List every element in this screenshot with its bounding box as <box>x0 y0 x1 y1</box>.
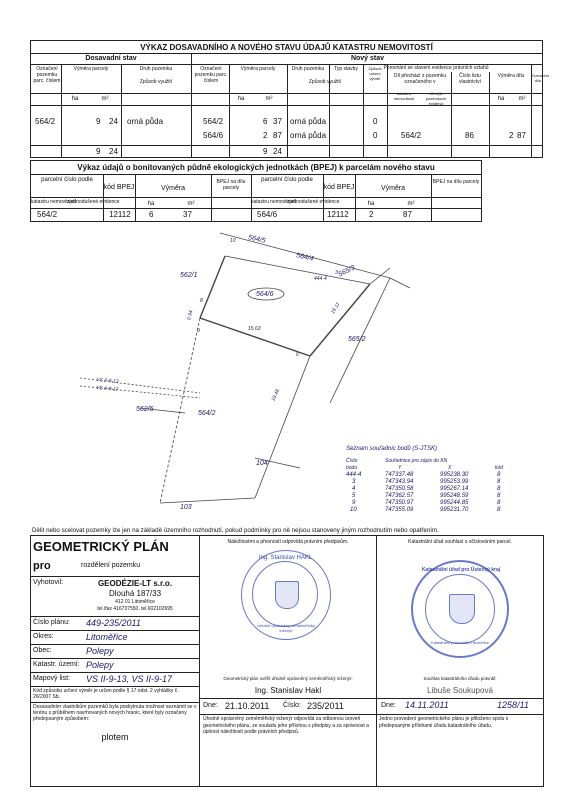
gp-cislo2-label: Číslo: <box>283 702 301 709</box>
hakl-stamp <box>241 550 331 640</box>
map-label-103: 103 <box>180 504 192 511</box>
gp-firma: GEODÉZIE-LT s.r.o. <box>97 579 173 588</box>
katastr-stamp <box>411 560 509 658</box>
old-parc: 564/2 <box>35 117 56 126</box>
gp-okres: Litoměřice <box>86 632 128 642</box>
coord-k-4: 8 <box>497 493 501 499</box>
gp-plotem: plotem <box>101 732 129 742</box>
map-label-564-5: 564/5 <box>247 234 267 245</box>
gp-katastr-text: Jedno provedení geometrického plánu je přiloženo spolu s předepsanými přílohami úřadu katastrálního úřadu. <box>379 716 509 729</box>
gp-form <box>30 535 544 787</box>
gp-obec-label: Obec: <box>33 647 52 654</box>
new-m2-h: m² <box>265 96 273 102</box>
bpej-m2-h-2: m² <box>407 201 415 207</box>
coord-c-6: 10 <box>350 507 357 513</box>
h-katastru: katastru nemovitostí <box>393 91 415 101</box>
new-ha-h: ha <box>237 96 245 102</box>
map-label-562-5: 562/5 <box>136 406 154 413</box>
seznam-title: Seznam souřadnic bodů (S-JTSK) <box>346 446 438 452</box>
coord-x-4: 995248.59 <box>440 493 469 499</box>
sum-new-ha: 9 <box>263 147 268 156</box>
map-dist-1611: 16.11 <box>330 301 342 316</box>
map-dist-3: 3 <box>335 270 338 276</box>
bpej-h-dilu-1: BPEJ na dílu parcely <box>216 179 246 191</box>
bpej-h-kod-1: kód BPEJ <box>103 184 135 191</box>
coord-c-5: 9 <box>352 500 356 506</box>
gp-okres-label: Okres: <box>33 633 54 640</box>
map-label-565-3: 565/3 <box>337 264 357 279</box>
old-zpusob: Způsob využití <box>139 79 173 85</box>
coord-y-6: 747355.09 <box>385 507 414 513</box>
porov-lv: 86 <box>465 131 474 140</box>
gp-cj: 1258/11 <box>497 700 529 710</box>
old-ha-h: ha <box>71 96 79 102</box>
bpej-kod-1: 12112 <box>109 210 131 219</box>
coord-x-2: 995253.99 <box>440 479 469 485</box>
bpej-h-kat-1: katastru nemovitostí <box>31 199 76 205</box>
map-label-564-4: 564/4 <box>295 252 315 263</box>
map-dist-094: 0.94 <box>186 309 195 321</box>
zpusob-urceni: Způsob určení výměr <box>368 66 382 81</box>
coord-k-5: 8 <box>497 500 501 506</box>
bpej-h-vym-2: Výměra <box>380 185 406 192</box>
new-parc-2: 564/6 <box>203 131 224 140</box>
gp-dne2: 14.11.2011 <box>405 700 449 710</box>
coord-y-3: 747350.58 <box>385 486 414 492</box>
gp-vyhotovil-label: Vyhotovil: <box>33 579 64 586</box>
porov-vha: 2 <box>509 131 514 140</box>
map-dist-8: 8 <box>200 298 203 304</box>
new-m2-2: 87 <box>273 131 282 140</box>
new-typ: Typ stavby <box>334 66 358 72</box>
gp-cislo2: 235/2011 <box>307 701 344 711</box>
vykaz-table <box>30 40 550 158</box>
novy-heading: Nový stav <box>350 55 385 62</box>
map-dist-1848: 18.48 <box>270 388 282 403</box>
gp-katastr-hdr: Katastrální úřad souhlasí s očíslováním parcel. <box>408 539 512 545</box>
old-m2: 24 <box>109 117 118 126</box>
stamp2-sub: Katastrální pracoviště Litoměřice <box>430 640 490 645</box>
new-oznaceni: Označení pozemku parc. číslem <box>194 66 228 84</box>
new-vymera: Výměra parcely <box>240 66 276 72</box>
gp-souhlas-jmeno: Libuše Soukupová <box>427 686 493 695</box>
coord-x-5: 995244.85 <box>440 500 469 506</box>
dil-m2-h: m² <box>518 96 526 102</box>
coord-x-1: 995238.30 <box>440 472 469 478</box>
gp-ku: Polepy <box>86 660 114 670</box>
bpej-h-kod-2: kód BPEJ <box>323 184 355 191</box>
map-dist-6: 6 <box>296 352 299 358</box>
bpej-h-jed-1: zjednodušené evidence <box>67 199 120 205</box>
map-dist-1563: 15.63 <box>248 326 261 332</box>
oznaceni-dilu: Označení dílu <box>532 73 550 83</box>
gp-mapovy: VS II-9-13, VS II-9-17 <box>86 674 173 684</box>
vymera-dilu: Výměra dílu <box>497 73 525 79</box>
map-vs1: VS II-9-13 <box>95 377 119 385</box>
coord-x-6: 995231.70 <box>440 507 469 513</box>
new-druh-2: orná půda <box>290 131 327 140</box>
new-ha-2: 2 <box>263 131 268 140</box>
old-oznaceni: Označení pozemku parc. číslem <box>33 66 61 84</box>
coord-y-5: 747350.97 <box>385 500 414 506</box>
old-druh: Druh pozemku <box>139 66 173 72</box>
coord-k-2: 8 <box>497 479 501 485</box>
map-label-565-2: 565/2 <box>348 336 366 343</box>
dosavadni-heading: Dosavadní stav <box>85 55 137 62</box>
division-note: Dělit nebo scelovat pozemky lze jen na základě územního rozhodnutí, pokud podmínky pro ně nejsou stanoveny jiným rozhodnutím nebo opatřením. <box>32 527 439 534</box>
bpej-h-jed-2: zjednodušené evidence <box>287 199 340 205</box>
vykaz-title: VÝKAZ DOSAVADNÍHO A NOVÉHO STAVU ÚDAJŮ KATASTRU NEMOVITOSTÍ <box>140 43 433 52</box>
old-vymera: Výměra parcely <box>73 66 109 72</box>
gp-overil-hdr: Náležitostmi a přesností odpovídá právním předpisům. <box>227 539 349 545</box>
dil-prechazi: Díl přechází z pozemku označeného v <box>393 73 447 85</box>
bpej-h-parc-1: parcelní číslo podle <box>41 177 93 183</box>
coord-c-2: 3 <box>352 479 356 485</box>
gp-dne2-label: Dne: <box>381 702 396 709</box>
bpej-h-vym-1: Výměra <box>160 185 186 192</box>
bpej-h-dilu-2: BPEJ na dílu parcely <box>432 179 480 185</box>
bpej-m2-1: 37 <box>183 210 192 219</box>
bpej-kod-2: 12112 <box>327 210 349 219</box>
map-label-564-6: 564/6 <box>256 291 274 298</box>
gp-dne-label: Dne: <box>203 702 218 709</box>
gp-vlastnik-text: Dosavadním vlastníkům pozemků byla poskytnuta možnost seznámit se v terénu s průběhem navrhovaných nových hranic, které byly označeny předepsaným způsobem: <box>33 704 197 722</box>
gp-overil-role: Geometrický plán ověřil úředně oprávněný zeměměřický inženýr: <box>223 676 353 681</box>
gp-mesto: 412 01 Litoměřice <box>115 599 155 605</box>
cislo-lv: Číslo listu vlastnictví <box>459 73 481 85</box>
sum-new-m2: 24 <box>273 147 282 156</box>
gp-overeni-text: Úředně oprávněný zeměměřický inženýr odpovídá za odbornou úroveň geometrického plánu, ze souladu jeho přílohou s předpisy a za správnost a úplnost náležitostí podle právních předpisů. <box>203 716 369 735</box>
seznam-h-kod: kód <box>495 465 504 471</box>
coord-y-1: 747337.48 <box>385 472 414 478</box>
gp-obec: Polepy <box>86 646 114 656</box>
gp-inzenyr: Ing. Stanislav Hakl <box>254 686 322 695</box>
bpej-parc-2: 564/6 <box>257 210 278 219</box>
coord-c-1: 444-4 <box>346 472 362 478</box>
coord-c-4: 5 <box>352 493 356 499</box>
new-druh-1: orná půda <box>290 117 327 126</box>
bpej-ha-h-1: ha <box>147 201 155 207</box>
bpej-h-parc-2: parcelní číslo podle <box>261 177 313 183</box>
seznam-h-souradnice: Souřadnice pro zápis do KN <box>385 458 448 464</box>
old-druh: orná půda <box>127 117 164 126</box>
gp-ku-label: Katastr. území: <box>33 661 80 668</box>
new-parc-1: 564/2 <box>203 117 224 126</box>
gp-title: GEOMETRICKÝ PLÁN <box>33 539 169 554</box>
map-label-564-2: 564/2 <box>198 410 216 417</box>
gp-souhlas: Souhlas katastrálního úřadu potvrdil: <box>423 676 497 681</box>
gp-urceni-text: Kód způsobu určení výměr je určen podle § 17 odst. 2 vyhlášky č. 26/2007 Sb. <box>33 688 179 700</box>
new-m2-1: 37 <box>273 117 282 126</box>
new-urc-1: 0 <box>373 117 378 126</box>
coord-k-6: 8 <box>497 507 501 513</box>
bpej-ha-1: 6 <box>149 210 154 219</box>
bpej-ha-2: 2 <box>369 210 374 219</box>
map-label-104: 104 <box>256 460 268 467</box>
coord-x-3: 995267.14 <box>440 486 469 492</box>
coord-k-1: 8 <box>497 472 501 478</box>
seznam-h-cislo: Číslo bodu <box>346 458 358 471</box>
gp-dne: 21.10.2011 <box>225 701 270 711</box>
stamp1-role: Úředně oprávněný zeměměřický inženýr <box>257 623 315 633</box>
porov-kat: 564/2 <box>401 131 422 140</box>
stamp1-name: Ing. Stanislav HAKL <box>258 555 313 561</box>
new-ha-1: 6 <box>263 117 268 126</box>
gp-cislo: 449-235/2011 <box>86 618 141 628</box>
gp-pro: pro <box>33 560 51 572</box>
stamp2-name: Katastrální úřad pro Ústecký kraj <box>421 567 501 573</box>
coord-k-3: 8 <box>497 486 501 492</box>
coord-c-3: 4 <box>352 486 356 492</box>
map-dist-444: 444·4 <box>314 276 327 282</box>
coord-y-4: 747362.57 <box>385 493 414 499</box>
sum-old-ha: 9 <box>96 147 101 156</box>
bpej-h-kat-2: katastru nemovitostí <box>251 199 296 205</box>
gp-ulice: Dlouhá 187/33 <box>108 589 162 598</box>
dil-ha-h: ha <box>497 96 505 102</box>
czech-lion-emblem <box>275 581 299 609</box>
porov-vm: 87 <box>517 131 526 140</box>
bpej-ha-h-2: ha <box>367 201 375 207</box>
map-vs2: VS II-9-17 <box>95 385 119 393</box>
gp-cislo-label: Číslo plánu: <box>33 619 70 626</box>
seznam-h-x: X <box>448 465 452 471</box>
bpej-m2-2: 87 <box>403 210 412 219</box>
gp-mapovy-label: Mapový list: <box>33 675 70 682</box>
czech-lion-emblem-2 <box>449 594 475 624</box>
gp-rozdeleni: rozdělení pozemku <box>81 562 141 569</box>
seznam-h-y: Y <box>398 465 402 471</box>
new-urc-2: 0 <box>373 131 378 140</box>
gp-ico: tel./fax 416737550, tel.602102695 <box>97 606 173 612</box>
new-zpusob: Způsob využití <box>308 79 342 85</box>
map-dist-9: 9 <box>197 328 200 334</box>
new-druh: Druh pozemku <box>291 66 325 72</box>
bpej-parc-1: 564/2 <box>37 210 58 219</box>
sum-old-m2: 24 <box>109 147 118 156</box>
coord-y-2: 747343.94 <box>385 479 414 485</box>
bpej-table <box>30 160 482 222</box>
map-dist-10: 10 <box>230 238 236 244</box>
old-ha: 9 <box>96 117 101 126</box>
old-m2-h: m² <box>101 96 109 102</box>
porovnani-heading: Porovnání se stavem evidence právních vztahů <box>383 65 489 71</box>
bpej-title: Výkaz údajů o bonitovaných půdně ekologických jednotkách (BPEJ) k parcelám nového stavu <box>77 163 435 172</box>
bpej-m2-h-1: m² <box>187 201 195 207</box>
h-drivejsi: dřívější pozemkové evidenci <box>425 91 447 106</box>
map-label-562-1: 562/1 <box>180 272 198 279</box>
